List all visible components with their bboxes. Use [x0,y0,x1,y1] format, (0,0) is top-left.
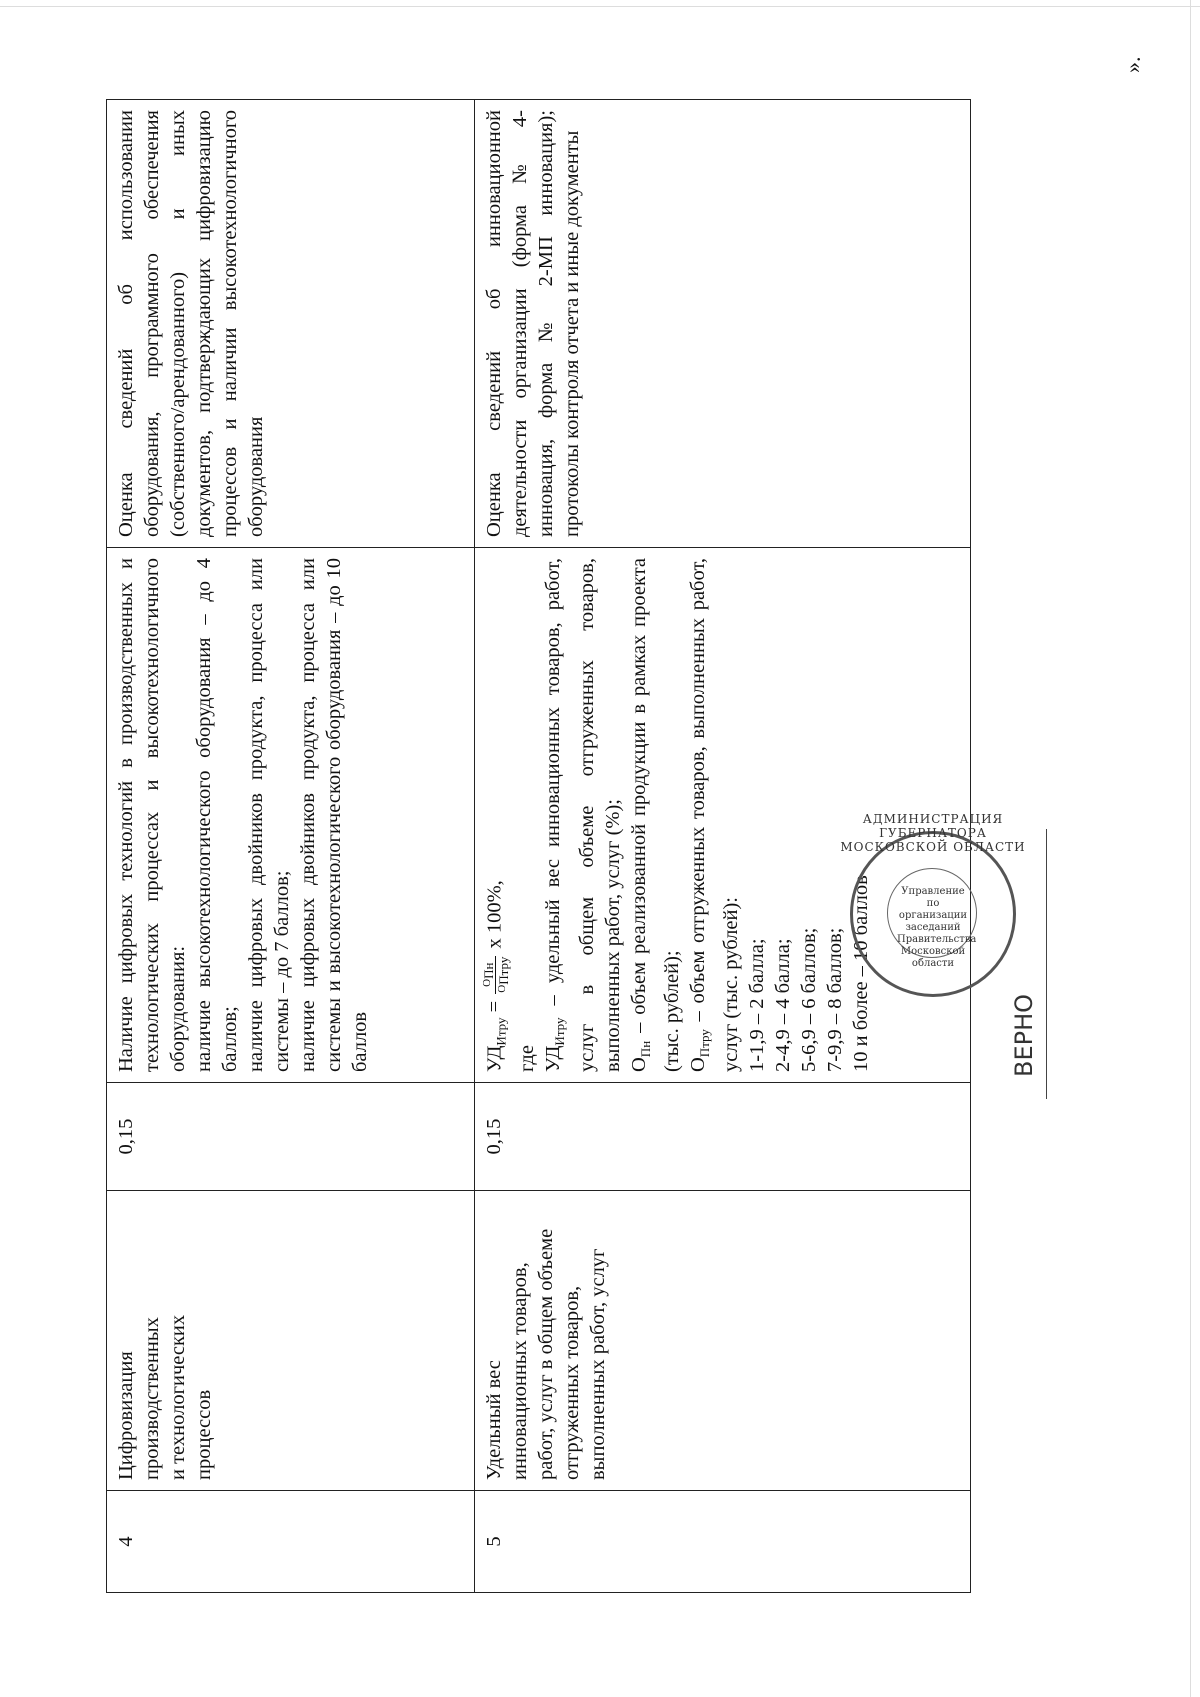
criterion-name-line: Удельный вес [483,1360,505,1480]
criterion-name-line: работ, услуг в общем объеме [535,1228,557,1480]
definition: $О_{Птру}$ – объем отгруженных товаров, выполненных работ, услуг (тыс. рублей): [686,557,742,1072]
scale-item: 1-1,9 – 2 балла; [745,938,768,1072]
stamp-ring-text: АДМИНИСТРАЦИЯ ГУБЕРНАТОРА МОСКОВСКОЙ ОБЛАСТИ [840,812,1026,854]
criterion-name-line: процессов [193,1389,215,1480]
assessment-method: Оценка сведений об использовании оборудования, программного обеспечения (собственного/арендованного) и иных документов, подтверждающих цифровизацию процессов и наличии высокотехнологичного оборудования [107,100,475,548]
criteria-item: наличие цифровых двойников продукта, процесса или системы и высокотехнологического оборудования – до 10 баллов [297,558,371,1072]
formula-rest: x 100%, [483,880,506,954]
formula-lhs: УД [483,1045,506,1072]
stamp-center-text: Управление по организации заседаний Правительства Московской области [897,886,977,969]
verno-mark: ВЕРНО [1010,993,1038,1077]
weight-value: 0,15 [475,1083,971,1191]
table-row [107,100,475,1593]
scoring-criteria [107,548,475,1083]
criterion-name [475,1191,971,1491]
closing-quote: ». [1120,56,1145,73]
criterion-name-line: Цифровизация [115,1351,137,1480]
scale-item: 7-9,9 – 8 баллов; [823,927,846,1072]
criterion-name-line: отгруженных товаров, [561,1285,583,1480]
definition: $О_{Пн}$ – объем реализованной продукции в рамках проекта (тыс. рублей); [627,558,683,1072]
definition: $УД_{Итру}$ – удельный вес инновационных товаров, работ, услуг в общем объеме отгруженных товаров, выполненных работ, услуг (%); [542,557,624,1072]
criteria-item: наличие цифровых двойников продукта, процесса или системы – до 7 баллов; [245,558,293,1072]
fraction-numerator: $О_{Пн}$ [481,956,496,994]
signature-line [1046,829,1047,1099]
criterion-name-line: выполненных работ, услуг [587,1248,609,1480]
row-number: 4 [107,1491,475,1593]
row-number: 5 [475,1491,971,1593]
assessment-method: Оценка сведений об инновационной деятельности организации (форма № 4-инновация, форма № 2-МП инновация); протоколы контроля отчета и иные документы [475,100,971,548]
weight-value: 0,15 [107,1083,475,1191]
formula [481,558,514,1072]
criterion-name-line: и технологических [167,1314,189,1480]
criterion-name-line: производственных [141,1317,163,1480]
fraction-denominator: $О_{Птру}$ [496,956,512,993]
criteria-intro: Наличие цифровых технологий в производственных и технологических процессах и высокотехнологичного оборудования: [115,558,189,1072]
formula-eq: = [483,995,506,1018]
scale-item: 2-4,9 – 4 балла; [771,938,794,1072]
criterion-name [107,1191,475,1491]
scale-item: 10 и более – 10 баллов [849,875,872,1072]
scale-item: 5-6,9 – 6 баллов; [797,927,820,1072]
where-label: где [516,1045,539,1072]
official-stamp [840,812,1026,997]
criteria-item: наличие высокотехнологического оборудования – до 4 баллов; [193,558,241,1072]
formula-lhs-sub: Итру [493,1017,509,1046]
formula-fraction [481,956,510,994]
criterion-name-line: инновационных товаров, [509,1262,531,1480]
